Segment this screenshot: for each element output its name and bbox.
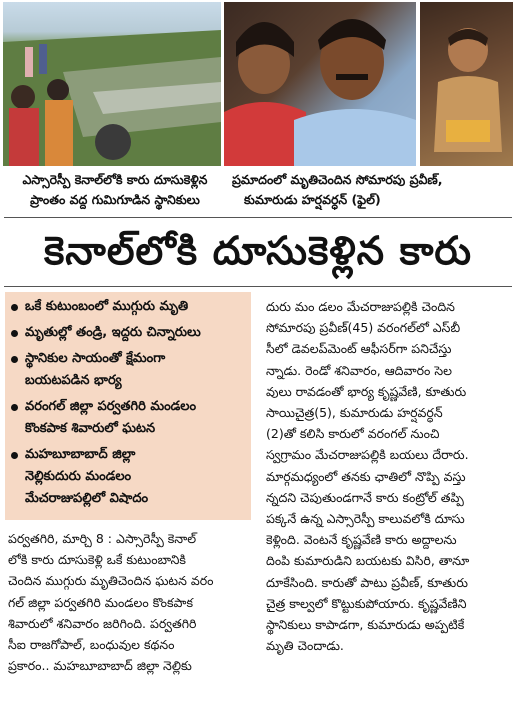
bullet-icon (11, 330, 18, 337)
portrait-illustration (224, 2, 416, 166)
body-line: దూకేసింది. కారుతో పాటు ప్రవీణ్, కూతురు (266, 574, 468, 590)
photo-caption-left (10, 170, 220, 214)
body-line: మార్గమధ్యంలో తనకు ఛాతిలో నొప్పి వస్తు (266, 468, 466, 484)
body-line: సీలో డెవలప్‌మెంట్ ఆఫీసర్‌గా పనిచేస్తు (266, 341, 452, 357)
divider (4, 217, 512, 218)
caption-line: ప్రాంతం వద్ద గుమిగూడిన స్థానికులు (30, 192, 200, 207)
bullet-icon (11, 356, 18, 363)
body-line: దింపి కుమారుడిని బయటకు విసిరి, తానూ (266, 553, 470, 569)
body-line: సీఐ రాజగోపాల్, బంధువుల కథనం (8, 637, 175, 653)
body-line: సాయిచైత్ర(5), కుమారుడు హర్షవర్ధన్ (266, 405, 443, 421)
bullet-icon (11, 304, 18, 311)
body-line: స్వగ్రామం మేచరాజుపల్లికి బయలు దేరారు. (266, 447, 469, 463)
photo-strip (0, 0, 516, 168)
highlight-item: స్థానికుల సాయంతో క్షేమంగా బయటపడిన భార్య (11, 348, 247, 392)
caption-line: కుమారుడు హర్షవర్ధన్ (ఫైల్) (244, 192, 381, 207)
body-line: వులు రావడంతో భార్య కృష్ణవేణి, కూతురు (266, 383, 467, 399)
highlight-item: మహబూబాబాద్ జిల్లా నెల్లికుదురు మండలం మేచరాజుపల్లిలో విషాదం (11, 444, 247, 510)
body-line: ప్రకారం.. మహబూబాబాద్ జిల్లా నెల్లికు (8, 658, 192, 674)
body-line: (2)తో కలిసి కారులో వరంగల్ నుంచి (266, 426, 440, 442)
divider (4, 286, 512, 287)
body-line: సోమారపు ప్రవీణ్(45) వరంగల్‌లో ఎస్‌బీ (266, 320, 461, 336)
body-line: కెళ్లింది. వెంటనే కృష్ణవేణి కారు అద్దాలను (266, 532, 457, 548)
body-line: న్నాడు. రెండో శనివారం, ఆదివారం సెల (266, 362, 452, 378)
photo-caption-right (232, 170, 512, 214)
body-line: స్థానికులు కాపాడగా, కుమారుడు అప్పటికే (266, 617, 465, 633)
body-line: చైత్ర కాల్వలో కొట్టుకుపోయారు. కృష్ణవేణిని (266, 595, 467, 611)
body-line: న్నదని చెపుతుండగానే కారు కంట్రోల్ తప్పి (266, 489, 464, 505)
body-line: మృతి చెందాడు. (266, 638, 344, 654)
caption-line: ఎస్సారెస్పీ కెనాల్‌లోకి కారు దూసుకెళ్లిన (22, 172, 208, 187)
canal-crowd-photo (3, 2, 221, 166)
bullet-icon (11, 452, 18, 459)
body-line: చెందిన ముగ్గురు మృతిచెందిన ఘటన వరం (8, 573, 214, 589)
body-column-right (266, 296, 512, 656)
body-line: దురు మం డలం మేచరాజుపల్లికి చెందిన (266, 299, 455, 314)
child-illustration (420, 2, 513, 166)
article-headline: కెనాల్‌లోకి దూసుకెళ్లిన కారు (43, 229, 473, 274)
body-line: గల్ జిల్లా పర్వతగిరి మండలం కొంకపాక (8, 594, 193, 610)
body-column-left (8, 528, 254, 676)
body-line: శివారులో శనివారం జరిగింది. పర్వతగిరి (8, 615, 197, 631)
canal-crowd-illustration (3, 2, 221, 166)
body-line: పక్కనే ఉన్న ఎస్సారెస్పీ కాలువలోకి దూసు (266, 511, 465, 527)
bullet-icon (11, 404, 18, 411)
child-photo (420, 2, 513, 166)
highlight-item: వరంగల్ జిల్లా పర్వతగిరి మండలం కొంకపాక శివారులో ఘటన (11, 396, 247, 440)
highlight-item: ఒకే కుటుంబంలో ముగ్గురు మృతి (11, 296, 247, 318)
caption-line: ప్రమాదంలో మృతిచెందిన సోమారపు ప్రవీణ్, (232, 172, 443, 187)
victims-portrait-photo (224, 2, 416, 166)
highlights-box (5, 292, 251, 520)
highlight-item: మృతుల్లో తండ్రి, ఇద్దరు చిన్నారులు (11, 322, 247, 344)
body-line: లోకి కారు దూసుకెళ్లి ఒకే కుటుంబానికి (8, 552, 186, 568)
body-line: పర్వతగిరి, మార్చి 8 : ఎస్సారెస్పీ కెనాల్ (8, 531, 197, 546)
